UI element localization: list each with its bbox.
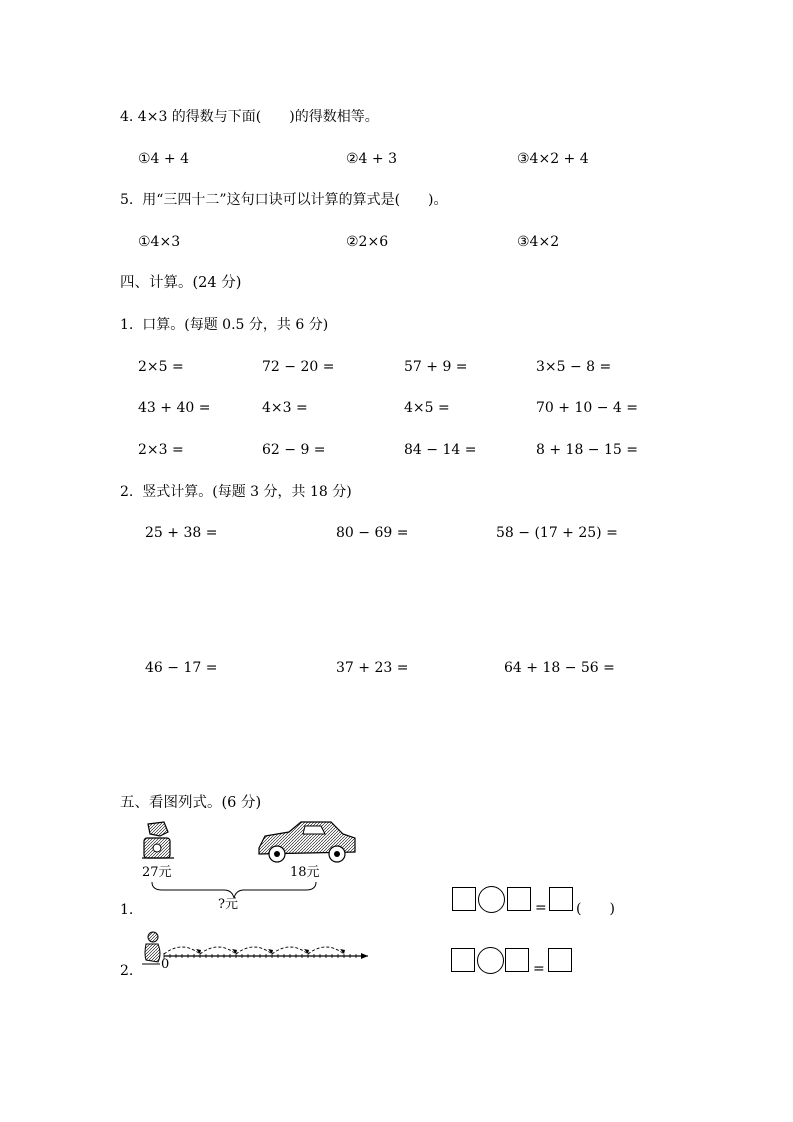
answer-box-2b[interactable] [505, 948, 529, 972]
question-price-label: ?元 [218, 897, 238, 912]
q5-stem: 5. 用“三四十二”这句口诀可以计算的算式是( )。 [120, 192, 448, 208]
q4-option-2[interactable]: ②4 + 3 [346, 151, 397, 167]
answer-box-2c[interactable] [548, 948, 572, 972]
operator-circle-2[interactable] [477, 947, 504, 974]
oral-item-1-3: 57 + 9 = [404, 359, 468, 375]
right-price-label: 18元 [290, 865, 320, 880]
toy-robot-picture [138, 820, 178, 864]
q5-option-2[interactable]: ②2×6 [346, 234, 389, 250]
vertical-item-2-2: 37 + 23 = [336, 660, 409, 676]
toy-car-picture [255, 818, 359, 864]
unit-parenthesis[interactable]: ( ) [576, 901, 615, 917]
oral-item-2-4: 70 + 10 − 4 = [536, 400, 638, 416]
oral-item-3-1: 2×3 = [138, 442, 184, 458]
oral-item-1-1: 2×5 = [138, 359, 184, 375]
vertical-item-2-3: 64 + 18 − 56 = [504, 660, 615, 676]
problem-1-number: 1. [120, 902, 134, 918]
q4-option-1[interactable]: ①4 + 4 [138, 151, 189, 167]
left-price-label: 27元 [142, 865, 172, 880]
vertical-item-1-3: 58 − (17 + 25) = [496, 525, 618, 541]
vertical-item-1-1: 25 + 38 = [145, 525, 218, 541]
vertical-item-1-2: 80 − 69 = [336, 525, 409, 541]
oral-item-3-4: 8 + 18 − 15 = [536, 442, 638, 458]
answer-box-1c[interactable] [549, 887, 573, 911]
oral-item-2-1: 43 + 40 = [138, 400, 211, 416]
oral-calc-title: 1. 口算。(每题 0.5 分，共 6 分) [120, 317, 329, 333]
number-line-zero: 0 [161, 957, 170, 972]
oral-item-2-3: 4×5 = [404, 400, 450, 416]
section4-title: 四、计算。(24 分) [120, 275, 242, 291]
oral-item-3-3: 84 − 14 = [404, 442, 477, 458]
oral-item-1-4: 3×5 − 8 = [536, 359, 612, 375]
jump-number-line [160, 938, 376, 964]
q5-option-3[interactable]: ③4×2 [517, 234, 560, 250]
equals-sign-2: = [533, 961, 545, 977]
section5-title: 五、看图列式。(6 分) [120, 795, 262, 811]
q4-option-3[interactable]: ③4×2 + 4 [517, 151, 589, 167]
oral-item-1-2: 72 − 20 = [262, 359, 335, 375]
operator-circle-1[interactable] [478, 886, 505, 913]
q4-stem: 4. 4×3 的得数与下面( )的得数相等。 [120, 109, 379, 125]
vertical-item-2-1: 46 − 17 = [145, 660, 218, 676]
problem-2-number: 2. [120, 963, 134, 979]
q5-option-1[interactable]: ①4×3 [138, 234, 181, 250]
answer-box-1a[interactable] [452, 887, 476, 911]
vertical-calc-title: 2. 竖式计算。(每题 3 分，共 18 分) [120, 484, 352, 500]
equals-sign-1: = [535, 900, 547, 916]
oral-item-2-2: 4×3 = [262, 400, 308, 416]
answer-box-1b[interactable] [507, 887, 531, 911]
answer-box-2a[interactable] [451, 948, 475, 972]
oral-item-3-2: 62 − 9 = [262, 442, 326, 458]
